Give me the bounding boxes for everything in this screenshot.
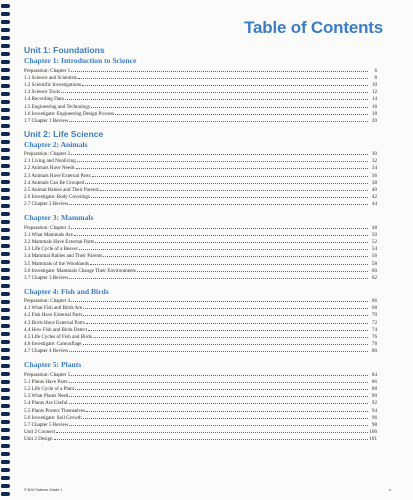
toc-entry-page: 100 <box>369 429 377 436</box>
toc-entry-label: 3.5 Mammals of the Woodlands <box>24 260 89 267</box>
toc-entry-label: 4.1 What Fish and Birds Are <box>24 305 83 312</box>
binding-ring <box>1 236 10 240</box>
toc-entry[interactable] <box>24 428 377 435</box>
binding-ring <box>1 100 10 104</box>
binding-ring <box>1 316 10 320</box>
toc-entry-label: 3.4 Mammal Babies and Their Parents <box>24 253 103 260</box>
toc-entry-page: 54 <box>371 246 377 253</box>
dot-leader <box>137 266 368 272</box>
binding-ring <box>1 252 10 256</box>
toc-entry-label: 2.5 Animal Babies and Their Parents <box>24 187 99 194</box>
toc-entry[interactable] <box>24 252 377 259</box>
binding-ring <box>1 420 10 424</box>
binding-ring <box>1 364 10 368</box>
toc-entry[interactable] <box>24 297 377 304</box>
binding-ring <box>1 44 10 48</box>
toc-entry-page: 30 <box>371 151 377 158</box>
toc-entry-page: 62 <box>371 274 377 281</box>
dot-leader <box>61 88 368 94</box>
toc-entry-label: 2.3 Animals Have External Parts <box>24 172 91 179</box>
toc-entry[interactable] <box>24 80 377 87</box>
toc-entry[interactable] <box>24 311 377 318</box>
toc-entry[interactable] <box>24 245 377 252</box>
toc-entry-page: 74 <box>371 326 377 333</box>
dot-leader <box>93 332 368 338</box>
toc-entry-page: 66 <box>371 298 377 305</box>
dot-leader <box>91 193 368 199</box>
dot-leader <box>83 340 368 346</box>
binding-ring <box>1 436 10 440</box>
binding-ring <box>1 140 10 144</box>
toc-entry[interactable] <box>24 66 377 73</box>
binding-ring <box>1 372 10 376</box>
toc-entry-label: 2.2 Animals Have Needs <box>24 165 75 172</box>
toc-entry[interactable] <box>24 164 377 171</box>
toc-entry-page: 8 <box>374 74 377 81</box>
toc-entry-page: 48 <box>371 224 377 231</box>
toc-entry[interactable] <box>24 171 377 178</box>
toc-entry-label: 4.7 Chapter 4 Review <box>24 348 69 355</box>
toc-entry-page: 16 <box>371 103 377 110</box>
toc-entry-page: 72 <box>371 319 377 326</box>
binding-ring <box>1 164 10 168</box>
toc-entry[interactable] <box>24 304 377 311</box>
binding-ring <box>1 404 10 408</box>
binding-ring <box>1 300 10 304</box>
binding-ring <box>1 108 10 112</box>
toc-entry-label: 1.1 Science and Scientists <box>24 74 77 81</box>
dot-leader <box>71 223 368 229</box>
binding-ring <box>1 156 10 160</box>
toc-entry[interactable] <box>24 157 377 164</box>
dot-leader <box>71 297 368 303</box>
toc-entry[interactable] <box>24 73 377 80</box>
toc-entry-label: 5.1 Plants Have Parts <box>24 378 68 385</box>
dot-leader <box>95 237 368 243</box>
toc-entry-page: 70 <box>371 312 377 319</box>
toc-entry-label: Preparation: Chapter 2 <box>24 151 71 158</box>
toc-entry-page: 38 <box>371 179 377 186</box>
dot-leader <box>71 370 368 376</box>
toc-entry-page: 36 <box>371 172 377 179</box>
toc-entry-label: 3.3 Life Cycle of a Beaver <box>24 246 79 253</box>
toc-entry[interactable] <box>24 230 377 237</box>
toc-entry[interactable] <box>24 340 377 347</box>
dot-leader <box>69 399 368 405</box>
toc-entry[interactable] <box>24 435 377 442</box>
dot-leader <box>100 185 368 191</box>
toc-entry[interactable] <box>24 193 377 200</box>
toc-entry[interactable] <box>24 325 377 332</box>
toc-entry-label: 5.3 What Plants Need <box>24 393 69 400</box>
toc-entry-page: 78 <box>371 341 377 348</box>
dot-leader <box>74 230 368 236</box>
binding-ring <box>1 20 10 24</box>
toc-entry-label: 4.6 Investigate: Camouflage <box>24 341 82 348</box>
toc-entry-label: 3.7 Chapter 3 Review <box>24 274 69 281</box>
binding-ring <box>1 308 10 312</box>
toc-entry-page: 101 <box>369 436 377 443</box>
binding-ring <box>1 132 10 136</box>
toc-entry-label: 3.2 Mammals Have External Parts <box>24 238 95 245</box>
chapter-heading: Chapter 2: Animals <box>24 139 88 149</box>
toc-entry-page: 32 <box>371 158 377 165</box>
binding-ring <box>1 484 10 488</box>
binding-ring <box>1 260 10 264</box>
toc-entry-label: 5.5 Plants Protect Themselves <box>24 407 86 414</box>
toc-entry-label: Unit 2 Connect <box>24 429 56 436</box>
toc-entry-label: 4.2 Fish Have External Parts <box>24 312 83 319</box>
unit-heading: Unit 1: Foundations <box>24 45 105 55</box>
toc-entry-page: 76 <box>371 334 377 341</box>
toc-entry[interactable] <box>24 347 377 354</box>
toc-entry[interactable] <box>24 237 377 244</box>
dot-leader <box>71 150 368 156</box>
binding-ring <box>1 28 10 32</box>
dot-leader <box>82 80 368 86</box>
binding-ring <box>1 84 10 88</box>
toc-entry-label: 5.7 Chapter 5 Review <box>24 421 69 428</box>
toc-entry-label: Preparation: Chapter 4 <box>24 298 71 305</box>
toc-entry[interactable] <box>24 185 377 192</box>
toc-entry-page: 34 <box>371 165 377 172</box>
binding-ring <box>1 188 10 192</box>
binding-ring <box>1 116 10 120</box>
binding-ring <box>1 204 10 208</box>
toc-entry-page: 42 <box>371 194 377 201</box>
binding-ring <box>1 92 10 96</box>
toc-entry-page: 84 <box>371 371 377 378</box>
toc-entry[interactable] <box>24 332 377 339</box>
dot-leader <box>69 420 368 426</box>
chapter-heading: Chapter 1: Introduction to Science <box>24 56 137 65</box>
toc-entry-page: 12 <box>371 89 377 96</box>
toc-entry-label: 1.6 Investigate: Engineering Design Process <box>24 110 115 117</box>
toc-entry-label: 1.4 Recording Data <box>24 96 64 103</box>
binding-ring <box>1 292 10 296</box>
dot-leader <box>77 157 368 163</box>
toc-entry-label: 1.7 Chapter 1 Review <box>24 117 69 124</box>
toc-entry-page: 96 <box>371 414 377 421</box>
toc-entry-page: 68 <box>371 305 377 312</box>
page-title: Table of Contents <box>244 18 383 37</box>
binding-ring <box>1 284 10 288</box>
toc-entry-label: 3.1 What Mammals Are <box>24 231 73 238</box>
binding-ring <box>1 412 10 416</box>
binding-ring <box>1 476 10 480</box>
dot-leader <box>69 392 368 398</box>
toc-entry[interactable] <box>24 413 377 420</box>
dot-leader <box>79 245 368 251</box>
binding-ring <box>1 348 10 352</box>
binding-ring <box>1 148 10 152</box>
binding-ring <box>1 428 10 432</box>
dot-leader <box>92 171 368 177</box>
toc-entry-page: 40 <box>371 187 377 194</box>
dot-leader <box>115 109 368 115</box>
binding-ring <box>1 452 10 456</box>
dot-leader <box>76 164 368 170</box>
binding-ring <box>1 36 10 40</box>
toc-entry-page: 20 <box>371 117 377 124</box>
toc-entry[interactable] <box>24 200 377 207</box>
chapter-heading: Chapter 4: Fish and Birds <box>24 286 109 296</box>
binding-ring <box>1 68 10 72</box>
toc-entry-page: 52 <box>371 238 377 245</box>
toc-entry-page: 92 <box>371 400 377 407</box>
binding-ring <box>1 396 10 400</box>
binding-ring <box>1 180 10 184</box>
chapter-heading: Chapter 3: Mammals <box>24 213 94 222</box>
dot-leader <box>78 73 368 79</box>
toc-entry[interactable] <box>24 150 377 157</box>
toc-entry-page: 6 <box>374 67 377 74</box>
dot-leader <box>86 318 368 324</box>
toc-entry[interactable] <box>24 88 377 95</box>
dot-leader <box>69 116 368 122</box>
footer-copyright: © BJU Science Grade 1 <box>24 488 63 492</box>
toc-entry-page: 86 <box>371 378 377 385</box>
dot-leader <box>85 178 368 184</box>
toc-entry-label: 2.6 Investigate: Body Coverings <box>24 194 90 201</box>
toc-entry-label: 4.4 How Fish and Birds Detect <box>24 326 88 333</box>
binding-ring <box>1 12 10 16</box>
dot-leader <box>88 325 368 331</box>
dot-leader <box>75 384 368 390</box>
binding-ring <box>1 380 10 384</box>
toc-entry-page: 44 <box>371 201 377 208</box>
toc-entry-label: 4.3 Birds Have External Parts <box>24 319 85 326</box>
binding-ring <box>1 244 10 248</box>
binding-ring <box>1 388 10 392</box>
toc-entry[interactable] <box>24 266 377 273</box>
toc-entry-page: 60 <box>371 267 377 274</box>
binding-ring <box>1 268 10 272</box>
toc-entry-label: 1.5 Engineering and Technology <box>24 103 91 110</box>
binding-ring <box>1 76 10 80</box>
binding-ring <box>1 356 10 360</box>
toc-entry-page: 50 <box>371 231 377 238</box>
dot-leader <box>90 259 368 265</box>
toc-entry[interactable] <box>24 116 377 123</box>
toc-entry[interactable] <box>24 406 377 413</box>
dot-leader <box>65 95 368 101</box>
toc-entry-label: 3.6 Investigate: Mammals Change Their Environments <box>24 267 136 274</box>
dot-leader <box>69 347 368 353</box>
binding-ring <box>1 276 10 280</box>
dot-leader <box>54 435 368 441</box>
dot-leader <box>83 311 368 317</box>
dot-leader <box>56 428 368 434</box>
toc-entry-page: 80 <box>371 348 377 355</box>
toc-entry-label: 1.2 Scientific Investigations <box>24 81 82 88</box>
toc-entry-label: 2.7 Chapter 2 Review <box>24 201 69 208</box>
binding-ring <box>1 468 10 472</box>
toc-entry-page: 90 <box>371 393 377 400</box>
toc-entry[interactable] <box>24 178 377 185</box>
toc-entry[interactable] <box>24 273 377 280</box>
toc-entry-label: Preparation: Chapter 1 <box>24 67 71 74</box>
toc-content <box>24 44 377 442</box>
toc-entry-label: Preparation: Chapter 5 <box>24 371 71 378</box>
binding-ring <box>1 340 10 344</box>
toc-entry[interactable] <box>24 95 377 102</box>
binding-ring <box>1 212 10 216</box>
toc-entry[interactable] <box>24 102 377 109</box>
chapter-heading: Chapter 5: Plants <box>24 360 82 369</box>
toc-entry-label: 2.4 Animals Can Be Grouped <box>24 179 85 186</box>
dot-leader <box>103 252 368 258</box>
dot-leader <box>71 66 368 72</box>
toc-entry[interactable] <box>24 223 377 230</box>
toc-entry[interactable] <box>24 259 377 266</box>
toc-entry[interactable] <box>24 384 377 391</box>
binding-ring <box>1 52 10 56</box>
toc-entry-page: 56 <box>371 253 377 260</box>
toc-entry[interactable] <box>24 370 377 377</box>
toc-entry-page: 18 <box>371 110 377 117</box>
binding-ring <box>1 444 10 448</box>
toc-entry-page: 98 <box>371 421 377 428</box>
toc-entry-page: 10 <box>371 81 377 88</box>
toc-entry[interactable] <box>24 392 377 399</box>
binding-ring <box>1 4 10 8</box>
toc-entry-label: Unit 2 Design <box>24 436 53 443</box>
toc-entry-label: 5.6 Investigate: Soil Growth <box>24 414 82 421</box>
toc-entry[interactable] <box>24 318 377 325</box>
binding-ring <box>1 196 10 200</box>
toc-entry[interactable] <box>24 377 377 384</box>
toc-entry-label: Preparation: Chapter 3 <box>24 224 71 231</box>
toc-entry-label: 1.3 Science Tools <box>24 89 60 96</box>
dot-leader <box>69 273 368 279</box>
toc-entry-page: 58 <box>371 260 377 267</box>
unit-heading: Unit 2: Life Science <box>24 128 104 139</box>
binding-ring <box>1 124 10 128</box>
binding-ring <box>1 324 10 328</box>
binding-ring <box>1 332 10 336</box>
spiral-binding <box>0 4 10 498</box>
toc-entry-label: 4.5 Life Cycles of Fish and Birds <box>24 334 92 341</box>
toc-entry[interactable] <box>24 420 377 427</box>
binding-ring <box>1 228 10 232</box>
binding-ring <box>1 172 10 176</box>
toc-entry-page: 88 <box>371 385 377 392</box>
binding-ring <box>1 492 10 496</box>
dot-leader <box>91 102 368 108</box>
toc-entry-label: 5.4 Plants Are Useful <box>24 400 68 407</box>
toc-entry-label: 5.2 Life Cycle of a Plant <box>24 385 75 392</box>
toc-entry-label: 2.1 Living and Nonliving <box>24 158 76 165</box>
footer-page-number: v <box>389 487 391 492</box>
toc-entry[interactable] <box>24 109 377 116</box>
dot-leader <box>83 304 368 310</box>
binding-ring <box>1 220 10 224</box>
dot-leader <box>69 377 368 383</box>
dot-leader <box>69 200 368 206</box>
dot-leader <box>86 406 368 412</box>
toc-entry[interactable] <box>24 399 377 406</box>
binding-ring <box>1 460 10 464</box>
toc-entry-page: 94 <box>371 407 377 414</box>
dot-leader <box>83 413 368 419</box>
binding-ring <box>1 60 10 64</box>
toc-entry-page: 14 <box>371 96 377 103</box>
